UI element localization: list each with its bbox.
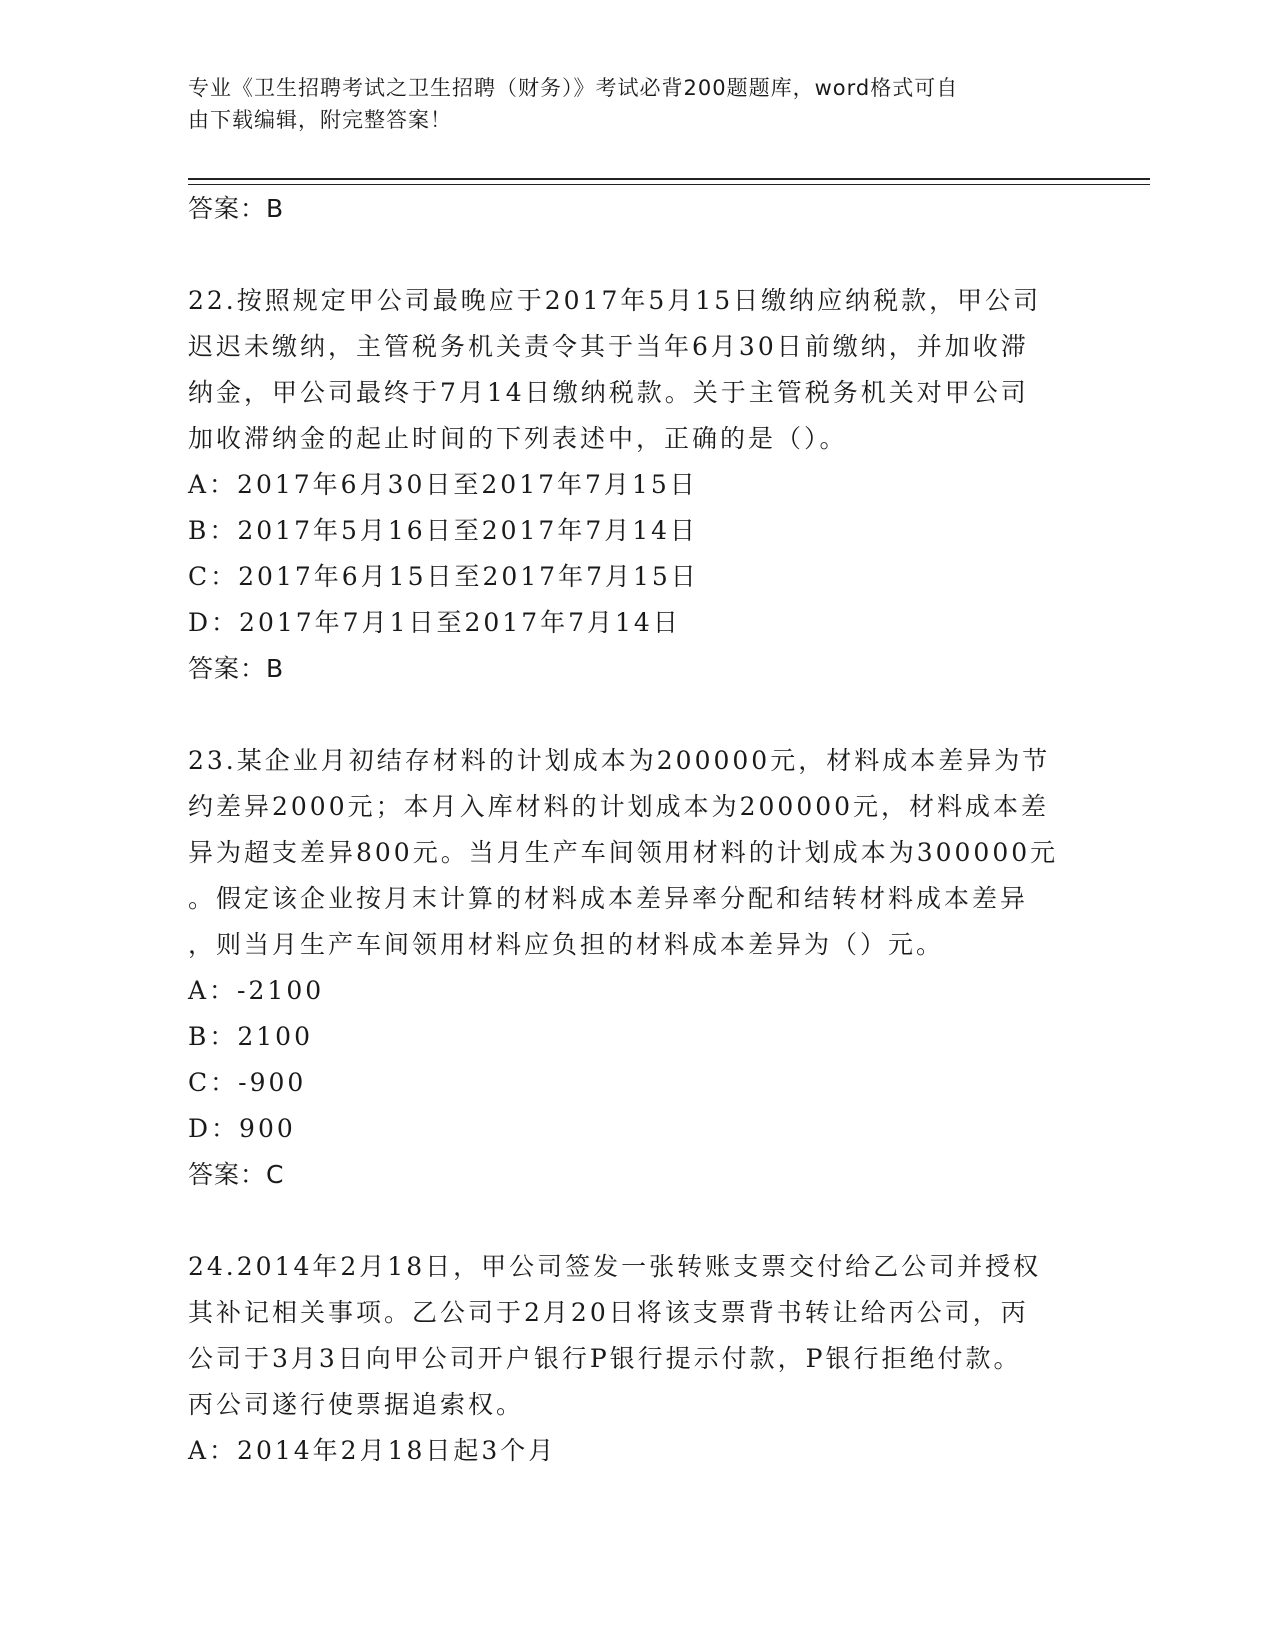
answer-23: 答案：C bbox=[188, 1160, 285, 1189]
header-divider-thick bbox=[188, 178, 1150, 180]
option-a: A：2014年2月18日起3个月 bbox=[188, 1436, 557, 1465]
option-a: A：-2100 bbox=[188, 976, 325, 1005]
header-line-2: 由下载编辑，附完整答案！ bbox=[188, 108, 452, 132]
document-body bbox=[188, 186, 1088, 1474]
option-a: A：2017年6月30日至2017年7月15日 bbox=[188, 470, 698, 499]
stem-line: ，则当月生产车间领用材料应负担的材料成本差异为（）元。 bbox=[188, 930, 945, 959]
question-stem bbox=[188, 738, 1088, 968]
spacer bbox=[188, 232, 1088, 278]
stem-line: 加收滞纳金的起止时间的下列表述中，正确的是（）。 bbox=[188, 424, 848, 453]
option-b: B：2017年5月16日至2017年7月14日 bbox=[188, 516, 699, 545]
question-stem bbox=[188, 1244, 1088, 1428]
question-23 bbox=[188, 738, 1088, 1198]
stem-line: 丙公司遂行使票据追索权。 bbox=[188, 1390, 525, 1419]
spacer bbox=[188, 692, 1088, 738]
question-22 bbox=[188, 278, 1088, 692]
stem-line: 纳金，甲公司最终于7月14日缴纳税款。关于主管税务机关对甲公司 bbox=[188, 378, 1029, 407]
stem-line: 24.2014年2月18日，甲公司签发一张转账支票交付给乙公司并授权 bbox=[188, 1252, 1042, 1281]
stem-line: 公司于3月3日向甲公司开户银行P银行提示付款，P银行拒绝付款。 bbox=[188, 1344, 1022, 1373]
question-24 bbox=[188, 1244, 1088, 1474]
stem-line: 其补记相关事项。乙公司于2月20日将该支票背书转让给丙公司，丙 bbox=[188, 1298, 1029, 1327]
option-c: C：2017年6月15日至2017年7月15日 bbox=[188, 562, 699, 591]
header-line-1: 专业《卫生招聘考试之卫生招聘（财务）》考试必背200题题库，word格式可自 bbox=[188, 76, 959, 100]
header-divider-thin bbox=[188, 184, 1150, 185]
spacer bbox=[188, 1198, 1088, 1244]
option-d: D：900 bbox=[188, 1114, 296, 1143]
document-header bbox=[188, 72, 1068, 136]
answer-22: 答案：B bbox=[188, 654, 285, 683]
stem-line: 23.某企业月初结存材料的计划成本为200000元，材料成本差异为节 bbox=[188, 746, 1051, 775]
stem-line: 。假定该企业按月末计算的材料成本差异率分配和结转材料成本差异 bbox=[188, 884, 1029, 913]
stem-line: 迟迟未缴纳，主管税务机关责令其于当年6月30日前缴纳，并加收滞 bbox=[188, 332, 1029, 361]
answer-21: 答案：B bbox=[188, 194, 285, 223]
stem-line: 异为超支差异800元。当月生产车间领用材料的计划成本为300000元 bbox=[188, 838, 1059, 867]
option-c: C：-900 bbox=[188, 1068, 307, 1097]
stem-line: 22.按照规定甲公司最晚应于2017年5月15日缴纳应纳税款，甲公司 bbox=[188, 286, 1042, 315]
question-stem bbox=[188, 278, 1088, 462]
option-d: D：2017年7月1日至2017年7月14日 bbox=[188, 608, 681, 637]
option-b: B：2100 bbox=[188, 1022, 313, 1051]
stem-line: 约差异2000元；本月入库材料的计划成本为200000元，材料成本差 bbox=[188, 792, 1050, 821]
